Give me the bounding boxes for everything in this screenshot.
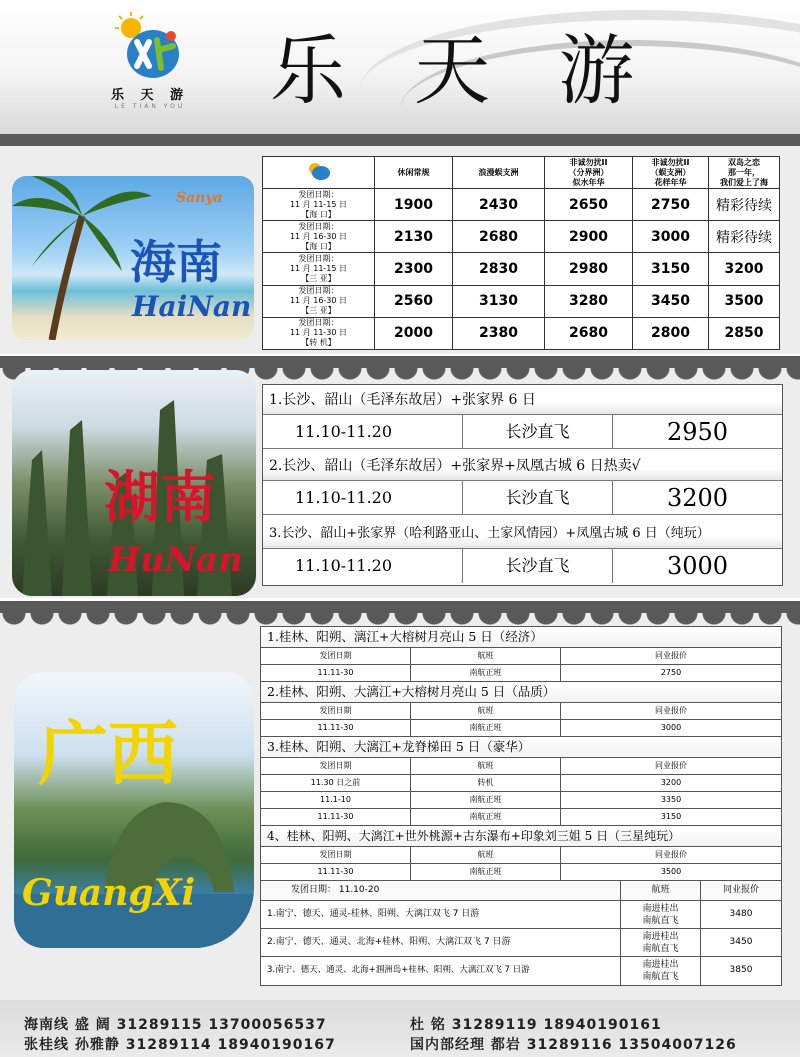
route-dates: 11.11-30 bbox=[261, 864, 411, 880]
price-cell: 2380 bbox=[453, 317, 545, 349]
hainan-price-table bbox=[262, 156, 780, 350]
flight-line: 南进桂出 bbox=[642, 932, 679, 942]
price-cell: 2130 bbox=[375, 221, 453, 253]
column-header: 同业报价 bbox=[655, 761, 687, 770]
guangxi-route-table bbox=[260, 626, 782, 986]
flight-line: 南航直飞 bbox=[642, 972, 679, 982]
route-flight: 长沙直飞 bbox=[463, 549, 613, 583]
table-row bbox=[261, 792, 781, 809]
route-price: 3480 bbox=[729, 909, 753, 919]
route-price: 2750 bbox=[660, 668, 682, 677]
hainan-photo bbox=[12, 176, 254, 340]
scallop-border bbox=[0, 613, 800, 627]
route-title: 3.桂林、阳朔、大漓江+龙脊梯田 5 日（豪华） bbox=[261, 737, 781, 758]
price-cell: 精彩待续 bbox=[709, 221, 780, 253]
departure-date: 发团日期： 11 月 11-15 日 【海 口】 bbox=[263, 189, 375, 221]
sun-logo-icon bbox=[115, 12, 185, 82]
hainan-label: 海南 bbox=[130, 235, 222, 289]
contact-line: 张桂线 孙雅静 31289114 18940190167 bbox=[24, 1037, 336, 1053]
price-cell: 2300 bbox=[375, 253, 453, 285]
route-flight: 长沙直飞 bbox=[463, 415, 613, 448]
table-header-row bbox=[261, 758, 781, 775]
price-cell: 3000 bbox=[633, 221, 709, 253]
column-header: 非诚勿扰II （蜈支洲） 花样年华 bbox=[633, 157, 709, 189]
route-price: 3150 bbox=[660, 812, 682, 821]
mini-logo-icon bbox=[307, 161, 331, 181]
hunan-route-table bbox=[262, 384, 783, 586]
table-row bbox=[261, 901, 781, 929]
guangxi-label: 广西 bbox=[38, 713, 178, 795]
route-flight bbox=[621, 901, 701, 928]
flight-line: 南进桂出 bbox=[642, 960, 679, 970]
table-row bbox=[263, 285, 780, 317]
price-cell: 2900 bbox=[545, 221, 633, 253]
guangxi-label-en: GuangXi bbox=[22, 872, 196, 914]
table-row bbox=[261, 864, 781, 881]
route-title: 1.长沙、韶山（毛泽东故居）+张家界 6 日 bbox=[263, 385, 782, 415]
column-header: 航班 bbox=[411, 847, 561, 863]
departure-date: 发团日期： 11 月 11-30 日 【转 机】 bbox=[263, 317, 375, 349]
column-header: 同业报价 bbox=[722, 885, 759, 895]
contact-line: 国内部经理 都岩 31289116 13504007126 bbox=[410, 1037, 737, 1053]
route-name: 1.南宁、德天、通灵-桂林、阳朔、大漓江双飞 7 日游 bbox=[261, 901, 621, 928]
column-header: 发团日期 bbox=[261, 648, 411, 664]
route-dates: 11.10-11.20 bbox=[263, 549, 463, 583]
price-cell: 2680 bbox=[545, 317, 633, 349]
table-row bbox=[261, 720, 781, 737]
route-flight: 转机 bbox=[411, 775, 561, 791]
footer-contacts bbox=[0, 1000, 800, 1057]
table-header-row bbox=[261, 703, 781, 720]
route-name: 2.南宁、德天、通灵、北海+桂林、阳朔、大漓江双飞 7 日游 bbox=[261, 929, 621, 956]
route-price: 3350 bbox=[660, 795, 682, 804]
route-price: 3200 bbox=[660, 778, 682, 787]
price-cell: 2830 bbox=[453, 253, 545, 285]
flight-line: 南航直飞 bbox=[642, 916, 679, 926]
price-cell: 2650 bbox=[545, 189, 633, 221]
route-price: 3000 bbox=[666, 552, 729, 580]
table-row bbox=[261, 809, 781, 826]
price-cell: 精彩待续 bbox=[709, 189, 780, 221]
price-cell: 2560 bbox=[375, 285, 453, 317]
table-header-row bbox=[261, 881, 781, 901]
departure-date: 发团日期： 11 月 11-15 日 【三 亚】 bbox=[263, 253, 375, 285]
price-cell: 2980 bbox=[545, 253, 633, 285]
price-cell: 2430 bbox=[453, 189, 545, 221]
price-cell: 3200 bbox=[709, 253, 780, 285]
price-cell: 2800 bbox=[633, 317, 709, 349]
price-cell: 3500 bbox=[709, 285, 780, 317]
route-dates: 11.30 日之前 bbox=[261, 775, 411, 791]
price-cell: 3130 bbox=[453, 285, 545, 317]
table-header-row bbox=[261, 847, 781, 864]
hunan-photo bbox=[12, 370, 256, 596]
column-header: 航班 bbox=[621, 881, 701, 900]
table-row bbox=[261, 665, 781, 682]
column-header: 同业报价 bbox=[655, 651, 687, 660]
table-row bbox=[263, 481, 782, 515]
route-dates: 11.10-11.20 bbox=[263, 481, 463, 514]
route-dates: 11.1-10 bbox=[261, 792, 411, 808]
price-cell: 2000 bbox=[375, 317, 453, 349]
price-cell: 2850 bbox=[709, 317, 780, 349]
route-flight: 长沙直飞 bbox=[463, 481, 613, 514]
guangxi-photo bbox=[14, 672, 254, 948]
route-flight bbox=[621, 929, 701, 956]
departure-date: 发团日期： 11 月 16-30 日 【海 口】 bbox=[263, 221, 375, 253]
route-dates: 11.11-30 bbox=[261, 720, 411, 736]
route-flight: 南航正班 bbox=[411, 864, 561, 880]
table-row bbox=[263, 549, 782, 583]
route-flight: 南航正班 bbox=[411, 809, 561, 825]
column-header: 非诚勿扰II （分界洲） 似水年华 bbox=[545, 157, 633, 189]
route-title: 2.长沙、韶山（毛泽东故居）+张家界+凤凰古城 6 日热卖√ bbox=[263, 451, 782, 481]
column-header: 发团日期 bbox=[261, 703, 411, 719]
route-title: 2.桂林、阳朔、大漓江+大榕树月亮山 5 日（品质） bbox=[261, 682, 781, 703]
column-header: 发团日期： 11.10-20 bbox=[261, 881, 621, 900]
page-title: 乐 天 游 bbox=[270, 26, 657, 115]
contact-line: 杜 铭 31289119 18940190161 bbox=[410, 1017, 662, 1033]
price-cell: 1900 bbox=[375, 189, 453, 221]
table-row bbox=[261, 957, 781, 985]
route-flight bbox=[621, 957, 701, 985]
hunan-label: 湖南 bbox=[104, 466, 216, 531]
route-dates: 11.10-11.20 bbox=[263, 415, 463, 448]
column-header: 航班 bbox=[411, 703, 561, 719]
route-dates: 11.11-30 bbox=[261, 665, 411, 681]
table-header-row bbox=[261, 648, 781, 665]
logo-subtext: LE TIAN YOU bbox=[114, 103, 186, 110]
price-cell: 2680 bbox=[453, 221, 545, 253]
route-title: 4、桂林、阳朔、大漓江+世外桃源+古东瀑布+印象刘三姐 5 日（三星纯玩） bbox=[261, 826, 781, 847]
route-title: 3.长沙、韶山+张家界（哈利路亚山、土家风情园）+凤凰古城 6 日（纯玩） bbox=[263, 519, 782, 549]
column-header: 同业报价 bbox=[655, 706, 687, 715]
column-header: 发团日期 bbox=[261, 847, 411, 863]
column-header: 双岛之恋 那一年， 我们爱上了海 bbox=[709, 157, 780, 189]
route-price: 3850 bbox=[729, 965, 753, 975]
route-price: 3500 bbox=[660, 867, 682, 876]
table-row bbox=[263, 415, 782, 449]
brand-logo bbox=[110, 12, 190, 124]
contact-line: 海南线 盛 阔 31289115 13700056537 bbox=[24, 1017, 327, 1033]
price-cell: 2750 bbox=[633, 189, 709, 221]
sanya-brand: Sanya bbox=[176, 190, 223, 206]
section-divider bbox=[0, 356, 800, 368]
column-header: 航班 bbox=[411, 648, 561, 664]
column-header: 休闲常规 bbox=[375, 157, 453, 189]
table-corner-logo bbox=[263, 157, 375, 189]
route-price: 2950 bbox=[666, 418, 729, 446]
hunan-label-en: HuNan bbox=[108, 540, 243, 580]
logo-text: 乐 天 游 bbox=[110, 88, 190, 103]
column-header: 航班 bbox=[411, 758, 561, 774]
price-cell: 3450 bbox=[633, 285, 709, 317]
flight-line: 南航直飞 bbox=[642, 944, 679, 954]
route-flight: 南航正班 bbox=[411, 720, 561, 736]
route-price: 3000 bbox=[660, 723, 682, 732]
table-row bbox=[263, 253, 780, 285]
column-header: 浪漫蜈支洲 bbox=[453, 157, 545, 189]
section-divider bbox=[0, 134, 800, 146]
column-header: 发团日期 bbox=[261, 758, 411, 774]
route-price: 3200 bbox=[666, 484, 729, 512]
hainan-label-en: HaiNan bbox=[132, 290, 252, 323]
header bbox=[0, 0, 800, 134]
section-divider bbox=[0, 601, 800, 613]
table-row bbox=[261, 929, 781, 957]
table-row bbox=[263, 221, 780, 253]
route-dates: 11.11-30 bbox=[261, 809, 411, 825]
price-cell: 3280 bbox=[545, 285, 633, 317]
table-row bbox=[263, 317, 780, 349]
route-price: 3450 bbox=[729, 937, 753, 947]
departure-date: 发团日期： 11 月 16-30 日 【三 亚】 bbox=[263, 285, 375, 317]
route-flight: 南航正班 bbox=[411, 792, 561, 808]
route-name: 3.南宁、德天、通灵、北海+涠洲岛+桂林、阳朔、大漓江双飞 7 日游 bbox=[261, 957, 621, 985]
route-flight: 南航正班 bbox=[411, 665, 561, 681]
flight-line: 南进桂出 bbox=[642, 904, 679, 914]
table-row bbox=[261, 775, 781, 792]
column-header: 同业报价 bbox=[655, 850, 687, 859]
price-cell: 3150 bbox=[633, 253, 709, 285]
table-row bbox=[263, 189, 780, 221]
route-title: 1.桂林、阳朔、漓江+大榕树月亮山 5 日（经济） bbox=[261, 627, 781, 648]
